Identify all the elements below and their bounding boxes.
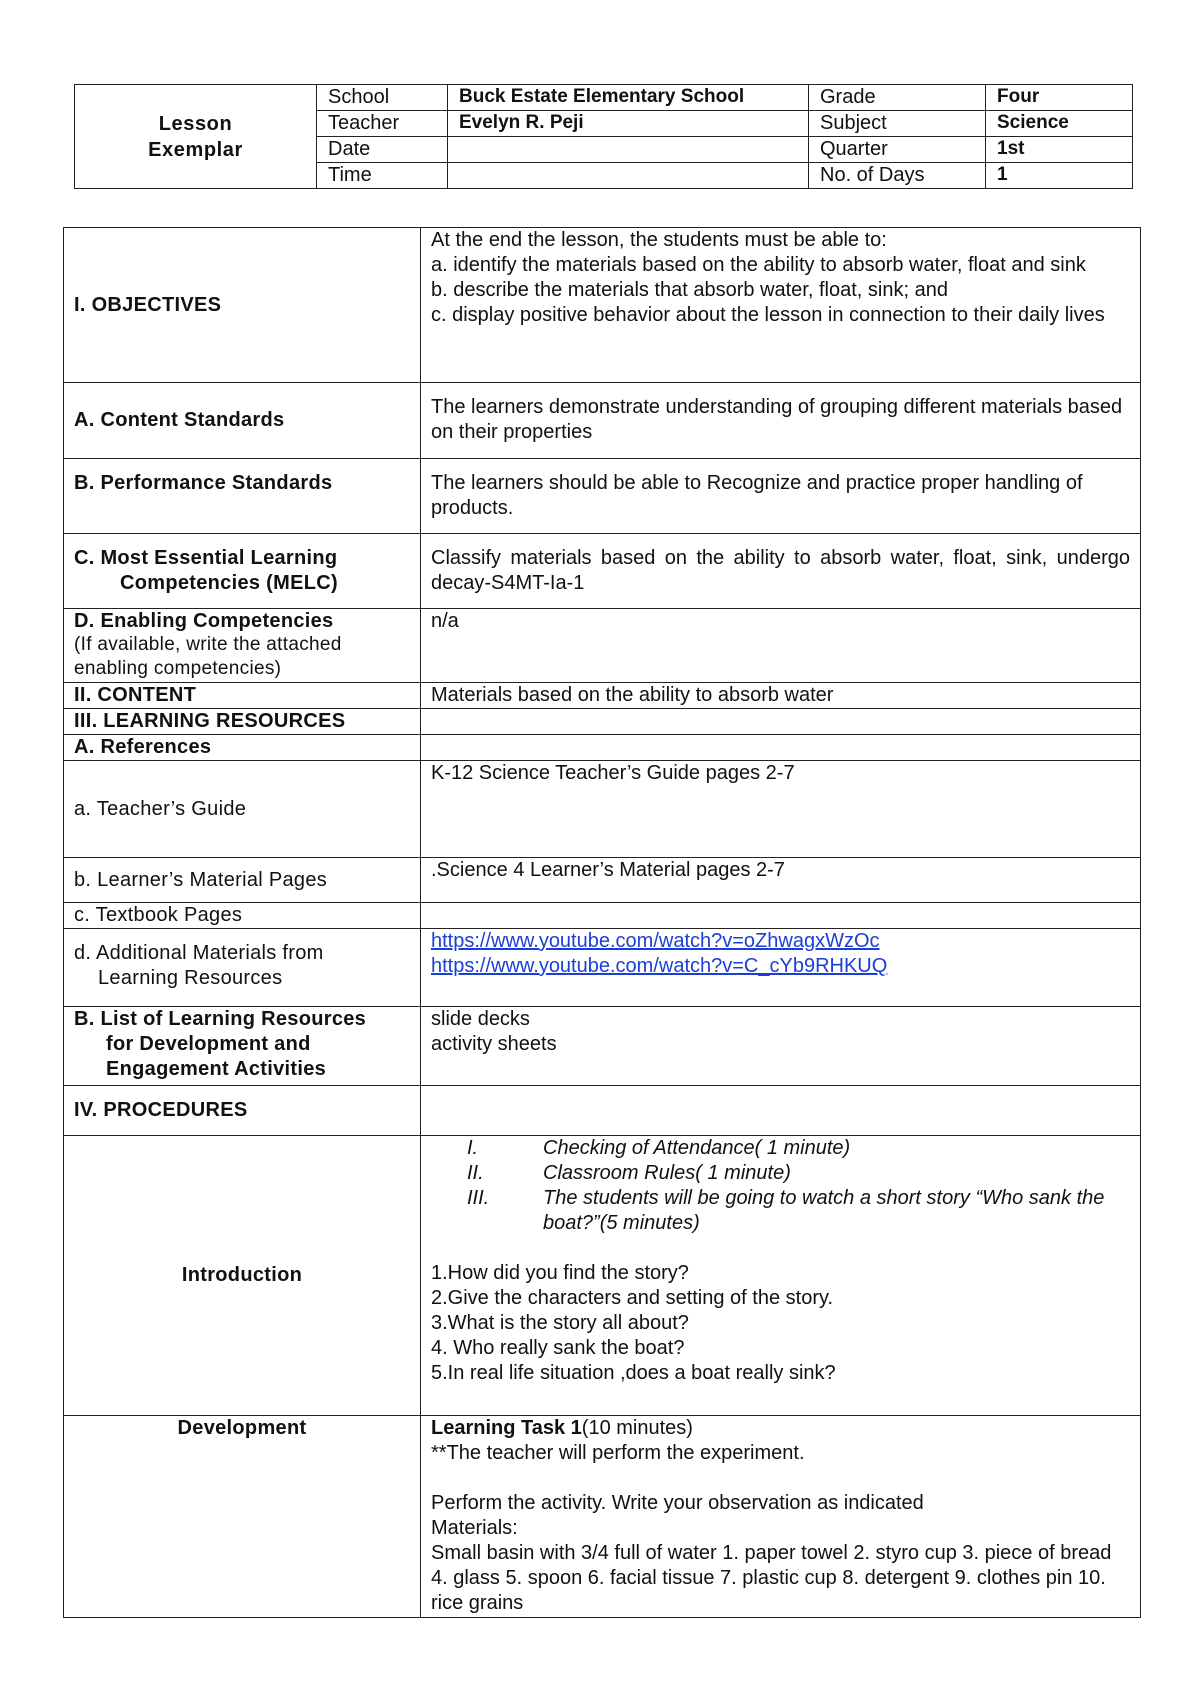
objectives-content — [421, 228, 1141, 383]
youtube-link-1[interactable]: https://www.youtube.com/watch?v=oZhwagxWzOc — [431, 930, 880, 952]
list-resources-row — [64, 1007, 1141, 1086]
subject-value: Science — [986, 111, 1133, 137]
lesson-exemplar-title: Lesson Exemplar — [75, 85, 317, 189]
quarter-label: Quarter — [809, 137, 986, 163]
introduction-label: Introduction — [64, 1136, 421, 1416]
intro-step-1: I. Checking of Attendance( 1 minute) — [467, 1137, 851, 1159]
grade-value: Four — [986, 85, 1133, 111]
content-standards-row — [64, 383, 1141, 459]
enabling-value: n/a — [421, 609, 1141, 683]
performance-standards-value: The learners should be able to Recognize and practice proper handling of products. — [421, 459, 1141, 534]
activity-instruction: Perform the activity. Write your observation as indicated — [431, 1492, 924, 1514]
development-row — [64, 1416, 1141, 1618]
performance-standards-row — [64, 459, 1141, 534]
melc-value: Classify materials based on the ability to absorb water, float, sink, undergo decay-S4MT-Ia-1 — [421, 534, 1141, 609]
introduction-row — [64, 1136, 1141, 1416]
introduction-content — [421, 1136, 1141, 1416]
teacher-value: Evelyn R. Peji — [448, 111, 809, 137]
intro-question-5: 5.In real life situation ,does a boat really sink? — [431, 1362, 836, 1384]
teachers-guide-row — [64, 761, 1141, 858]
development-label: Development — [64, 1416, 421, 1618]
objectives-intro: At the end the lesson, the students must be able to: — [431, 229, 887, 251]
enabling-row — [64, 609, 1141, 683]
youtube-link-2[interactable]: https://www.youtube.com/watch?v=C_cYb9RHKUQ — [431, 955, 888, 977]
date-label: Date — [317, 137, 448, 163]
melc-row — [64, 534, 1141, 609]
lesson-header-table — [74, 84, 1133, 189]
days-label: No. of Days — [809, 163, 986, 189]
references-row — [64, 735, 1141, 761]
days-value: 1 — [986, 163, 1133, 189]
learning-task-title: Learning Task 1(10 minutes) — [431, 1417, 693, 1439]
lesson-plan-table — [63, 227, 1141, 1618]
date-value — [448, 137, 809, 163]
grade-label: Grade — [809, 85, 986, 111]
school-value: Buck Estate Elementary School — [448, 85, 809, 111]
procedures-label: IV. PROCEDURES — [64, 1086, 421, 1136]
enabling-note: (If available, write the attached enabling competencies) — [74, 634, 342, 679]
objectives-row — [64, 228, 1141, 383]
learners-material-row — [64, 858, 1141, 903]
teacher-label: Teacher — [317, 111, 448, 137]
additional-materials-row — [64, 929, 1141, 1007]
learners-material-value: .Science 4 Learner’s Material pages 2-7 — [421, 858, 1141, 903]
teachers-guide-value: K-12 Science Teacher’s Guide pages 2-7 — [421, 761, 1141, 858]
materials-label: Materials: — [431, 1517, 518, 1539]
content-label: II. CONTENT — [64, 683, 421, 709]
additional-materials-links — [421, 929, 1141, 1007]
quarter-value: 1st — [986, 137, 1133, 163]
time-label: Time — [317, 163, 448, 189]
resource-slide-decks: slide decks — [431, 1008, 530, 1030]
references-value — [421, 735, 1141, 761]
content-standards-label: A. Content Standards — [64, 383, 421, 459]
learning-resources-value — [421, 709, 1141, 735]
procedures-value — [421, 1086, 1141, 1136]
intro-question-4: 4. Who really sank the boat? — [431, 1337, 685, 1359]
enabling-label: D. Enabling Competencies (If available, write the attached enabling competencies) — [64, 609, 421, 683]
learners-material-label: b. Learner’s Material Pages — [64, 858, 421, 903]
learning-resources-label: III. LEARNING RESOURCES — [64, 709, 421, 735]
additional-materials-label: d. Additional Materials from Learning Resources — [64, 929, 421, 1007]
procedures-row — [64, 1086, 1141, 1136]
objective-a: a. identify the materials based on the ability to absorb water, float and sink — [431, 254, 1086, 276]
time-value — [448, 163, 809, 189]
performance-standards-label: B. Performance Standards — [64, 459, 421, 534]
objective-b: b. describe the materials that absorb water, float, sink; and — [431, 279, 948, 301]
teachers-guide-label: a. Teacher’s Guide — [64, 761, 421, 858]
intro-step-3: III. The students will be going to watch a short story “Who sank the boat?”(5 minutes) — [467, 1187, 1105, 1234]
references-label: A. References — [64, 735, 421, 761]
textbook-value — [421, 903, 1141, 929]
school-label: School — [317, 85, 448, 111]
textbook-row — [64, 903, 1141, 929]
subject-label: Subject — [809, 111, 986, 137]
intro-question-1: 1.How did you find the story? — [431, 1262, 689, 1284]
content-value: Materials based on the ability to absorb water — [421, 683, 1141, 709]
learning-resources-row — [64, 709, 1141, 735]
content-row — [64, 683, 1141, 709]
content-standards-value: The learners demonstrate understanding of grouping different materials based on their properties — [421, 383, 1141, 459]
list-resources-value — [421, 1007, 1141, 1086]
materials-list: Small basin with 3/4 full of water 1. paper towel 2. styro cup 3. piece of bread 4. glass 5. spoon 6. facial tissue 7. plastic cup 8. detergent 9. clothes pin 10. rice grains — [431, 1542, 1112, 1614]
melc-label: C. Most Essential Learning Competencies (MELC) — [64, 534, 421, 609]
textbook-label: c. Textbook Pages — [64, 903, 421, 929]
teacher-note: **The teacher will perform the experiment. — [431, 1442, 805, 1464]
resource-activity-sheets: activity sheets — [431, 1033, 557, 1055]
objective-c: c. display positive behavior about the lesson in connection to their daily lives — [431, 304, 1105, 326]
intro-step-2: II. Classroom Rules( 1 minute) — [467, 1162, 791, 1184]
development-content — [421, 1416, 1141, 1618]
list-resources-label: B. List of Learning Resources for Development and Engagement Activities — [64, 1007, 421, 1086]
intro-question-3: 3.What is the story all about? — [431, 1312, 689, 1334]
intro-question-2: 2.Give the characters and setting of the story. — [431, 1287, 834, 1309]
objectives-label: I. OBJECTIVES — [64, 228, 421, 383]
